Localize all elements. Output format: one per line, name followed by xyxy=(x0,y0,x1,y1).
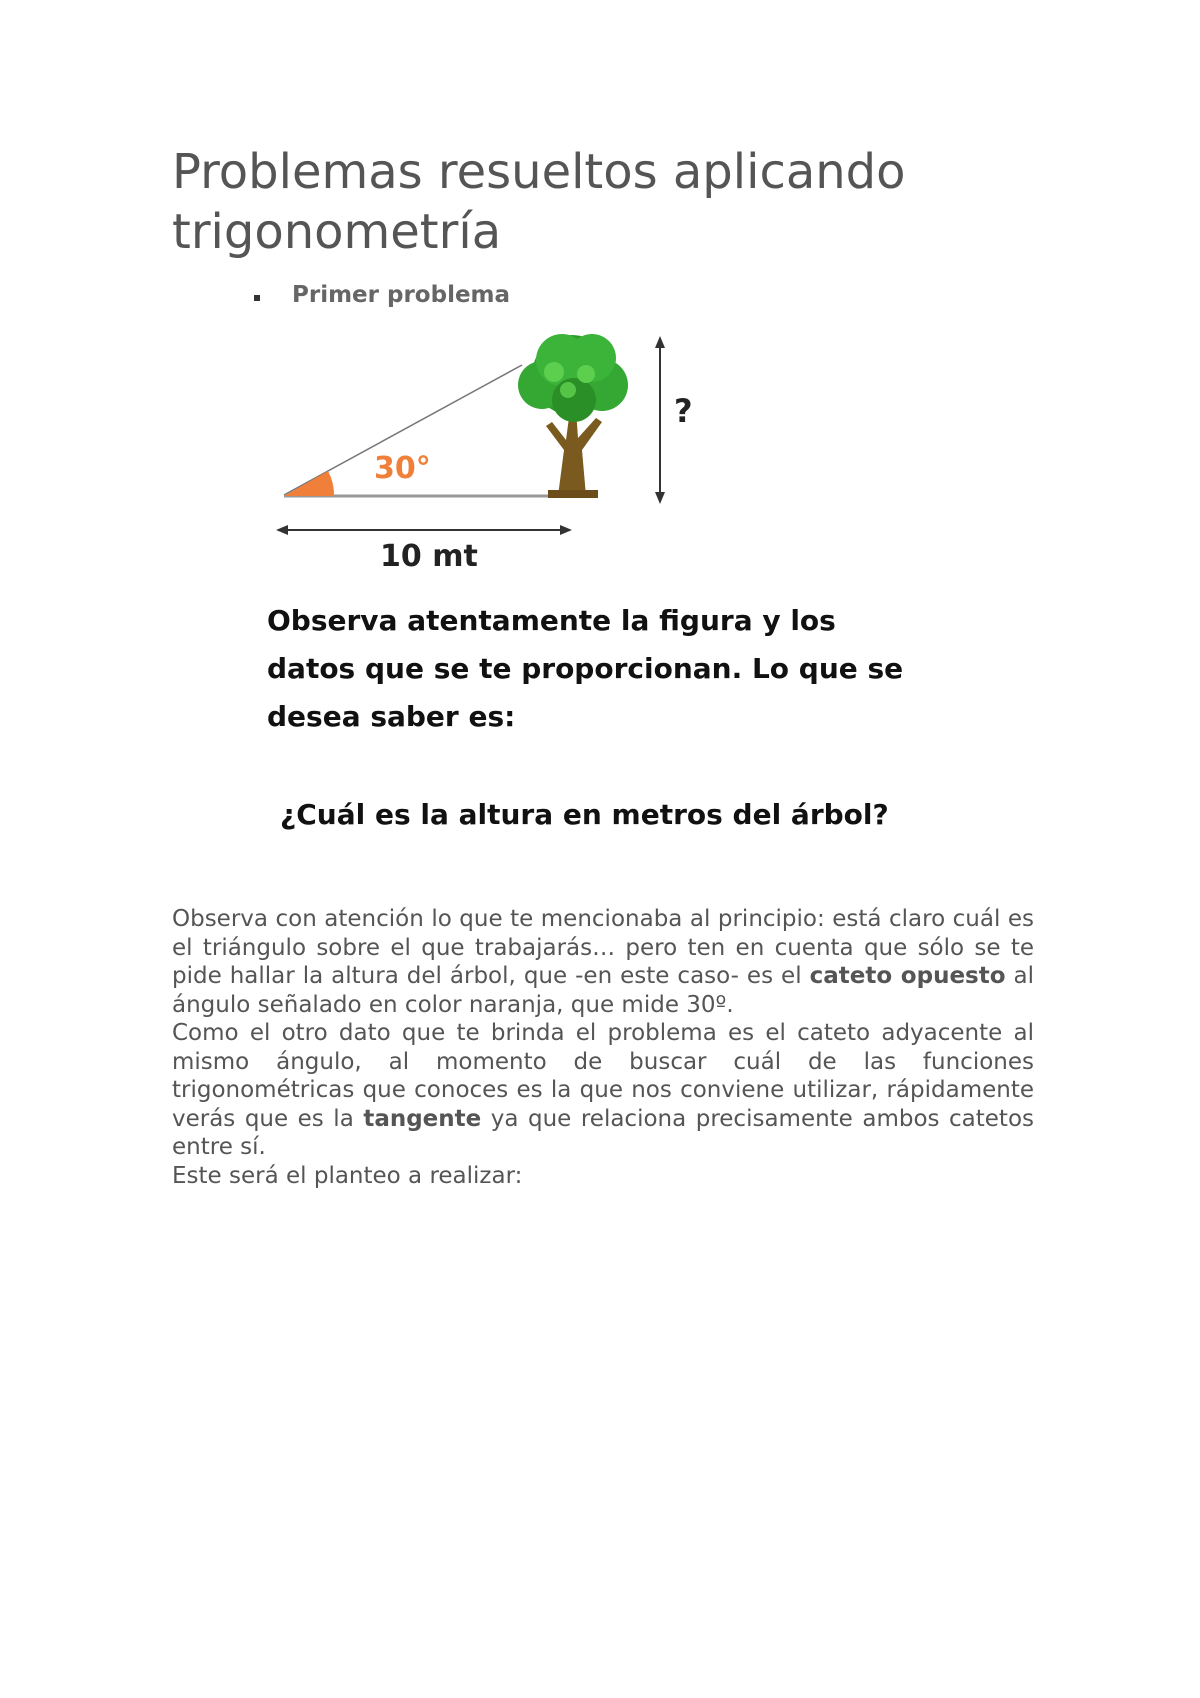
instruction-line-2: datos que se te proporcionan. Lo que se xyxy=(267,652,904,685)
page-title: Problemas resueltos aplicando trigonometría xyxy=(172,144,906,260)
paragraph-3: Este será el planteo a realizar: xyxy=(172,1162,523,1189)
base-label: 10 mt xyxy=(380,539,478,574)
explanation-body xyxy=(172,905,1034,1190)
height-label: ? xyxy=(674,392,693,430)
tree-triangle-figure xyxy=(262,330,942,850)
term-tangente: tangente xyxy=(363,1105,482,1132)
tree-icon xyxy=(518,334,628,498)
base-arrow xyxy=(276,525,572,535)
term-cateto-opuesto: cateto opuesto xyxy=(809,963,1006,989)
angle-marker xyxy=(284,471,334,496)
instruction-line-3: desea saber es: xyxy=(267,700,516,733)
paragraph-2: Como el otro dato que te brinda el problema es el cateto adyacente al mismo ángulo, al momento de buscar cuál de las funciones trigonométricas que conoces es la que nos conviene utilizar, rápidamente verás que es la tangente ya que relaciona precisamente ambos catetos entre sí. xyxy=(172,1020,1035,1160)
question-text: ¿Cuál es la altura en metros del árbol? xyxy=(280,798,889,831)
angle-label: 30° xyxy=(374,451,431,486)
section-heading: Primer problema xyxy=(292,282,511,308)
paragraph-1: Observa con atención lo que te mencionaba al principio: está claro cuál es el triángulo sobre el que trabajarás… pero ten en cuenta que sólo se te pide hallar la altura del árbol, que -en este caso- es el cateto opuesto al ángulo señalado en color naranja, que mide 30º. xyxy=(172,906,1034,1018)
height-arrow xyxy=(655,336,665,504)
instruction-line-1: Observa atentamente la figura y los xyxy=(267,604,836,637)
bullet-marker xyxy=(254,295,260,301)
